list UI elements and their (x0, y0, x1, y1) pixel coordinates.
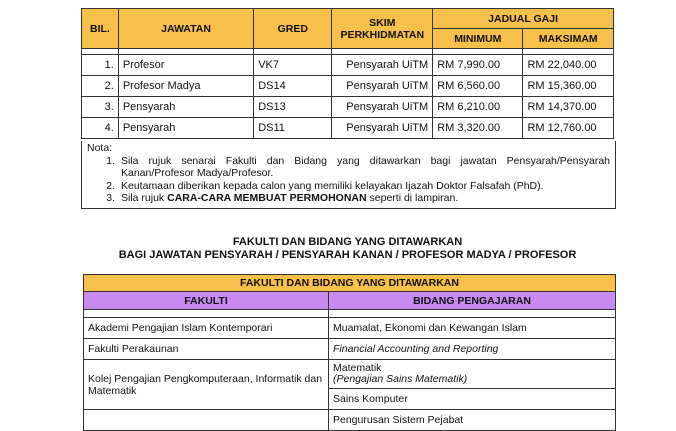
note-text-bold: CARA-CARA MEMBUAT PERMOHONAN (167, 192, 367, 204)
note-number: 2. (106, 179, 115, 192)
row-max: RM 15,360.00 (523, 76, 614, 97)
table-row (84, 360, 616, 389)
row-bidang: Sains Komputer (329, 389, 616, 410)
row-jawatan: Profesor (118, 55, 253, 76)
header-maksimam: MAKSIMAM (523, 29, 614, 49)
row-bil: 3. (82, 97, 119, 118)
row-bidang: Muamalat, Ekonomi dan Kewangan Islam (329, 318, 616, 339)
row-min: RM 7,990.00 (433, 55, 523, 76)
table-row (84, 410, 616, 431)
section-heading-line2: BAGI JAWATAN PENSYARAH / PENSYARAH KANAN / PROFESOR MADYA / PROFESOR (118, 249, 577, 261)
row-skim: Pensyarah UiTM (332, 118, 433, 139)
row-min: RM 3,320.00 (433, 118, 523, 139)
row-bidang: Financial Accounting and Reporting (329, 339, 616, 360)
row-jawatan: Profesor Madya (118, 76, 253, 97)
note-text (121, 192, 610, 205)
row-jawatan: Pensyarah (118, 97, 253, 118)
table-row (82, 55, 614, 76)
row-fakulti: Fakulti Perakaunan (84, 339, 329, 360)
note-number: 1. (106, 154, 115, 167)
row-skim: Pensyarah UiTM (332, 55, 433, 76)
header-bil: BIL. (82, 9, 119, 49)
table-row (82, 118, 614, 139)
note-text: Keutamaan diberikan kepada calon yang memiliki kelayakan Ijazah Doktor Falsafah (PhD). (121, 179, 544, 192)
row-bil: 4. (82, 118, 119, 139)
notes-label: Nota: (87, 142, 113, 154)
header-jawatan: JAWATAN (118, 9, 253, 49)
row-max: RM 12,760.00 (523, 118, 614, 139)
table-row (84, 318, 616, 339)
row-max: RM 14,370.00 (523, 97, 614, 118)
row-min: RM 6,560.00 (433, 76, 523, 97)
section-heading-line1: FAKULTI DAN BIDANG YANG DITAWARKAN (232, 236, 463, 248)
header-gred: GRED (254, 9, 332, 49)
header-fakulti: FAKULTI (84, 292, 329, 310)
row-skim: Pensyarah UiTM (332, 97, 433, 118)
row-fakulti: Akademi Pengajian Islam Kontemporari (84, 318, 329, 339)
note-text: Sila rujuk senarai Fakulti dan Bidang yang ditawarkan bagi jawatan Pensyarah/Pensyarah Kanan/Profesor Madya/Profesor. (121, 154, 610, 179)
notes-box (81, 141, 616, 209)
row-fakulti (84, 410, 329, 431)
row-fakulti: Kolej Pengajian Pengkomputeraan, Informatik dan Matematik (84, 360, 329, 410)
faculty-table-title: FAKULTI DAN BIDANG YANG DITAWARKAN (84, 275, 616, 292)
note-item (87, 155, 610, 180)
header-jadual-gaji: JADUAL GAJI (433, 9, 614, 29)
row-gred: DS14 (254, 76, 332, 97)
row-gred: VK7 (254, 55, 332, 76)
note-text-before: Sila rujuk (121, 192, 168, 204)
note-number: 3. (106, 192, 115, 204)
table-row (82, 97, 614, 118)
faculty-table (83, 274, 616, 431)
row-gred: DS11 (254, 118, 332, 139)
note-item (87, 192, 610, 205)
row-max: RM 22,040.00 (523, 55, 614, 76)
header-bidang: BIDANG PENGAJARAN (329, 292, 616, 310)
row-skim: Pensyarah UiTM (332, 76, 433, 97)
row-bil: 1. (82, 55, 119, 76)
row-bil: 2. (82, 76, 119, 97)
row-bidang: Pengurusan Sistem Pejabat (329, 410, 616, 431)
note-item (87, 180, 610, 193)
header-skim: SKIM PERKHIDMATAN (332, 9, 433, 49)
table-row (84, 339, 616, 360)
bidang-name: Matematik (333, 362, 382, 374)
header-minimum: MINIMUM (433, 29, 523, 49)
bidang-sub: (Pengajian Sains Matematik) (333, 373, 468, 385)
row-gred: DS13 (254, 97, 332, 118)
table-row (82, 76, 614, 97)
salary-table (81, 8, 614, 139)
row-jawatan: Pensyarah (118, 118, 253, 139)
note-text-after: seperti di lampiran. (366, 192, 459, 204)
row-min: RM 6,210.00 (433, 97, 523, 118)
row-bidang (329, 360, 616, 389)
